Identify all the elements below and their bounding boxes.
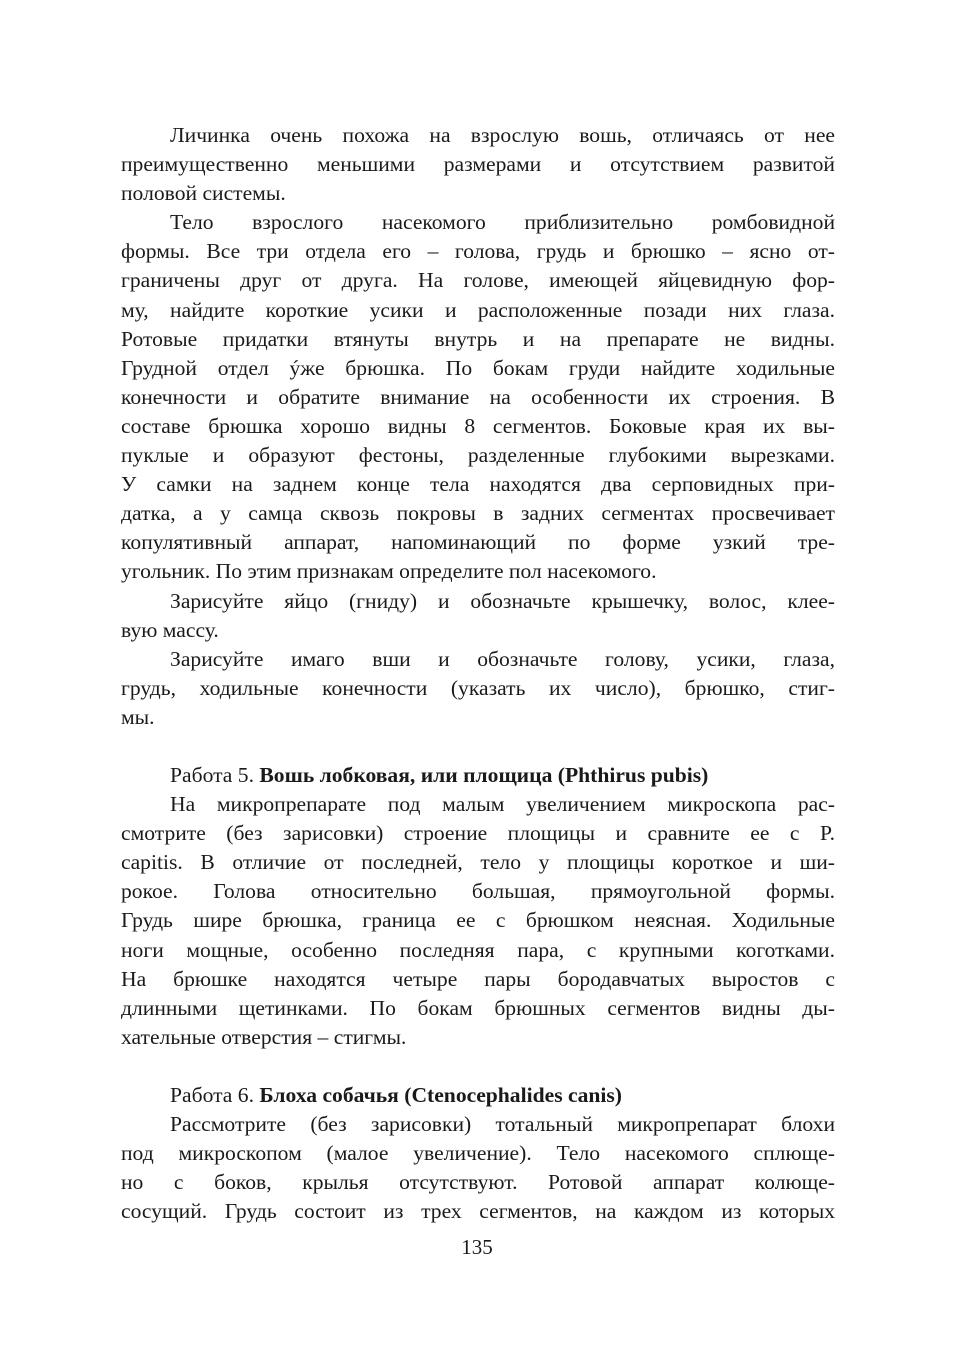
paragraph-draw-egg — [121, 587, 835, 645]
text-line: Грудной отдел ýже брюшка. По бокам груди найдите ходильные — [121, 355, 835, 380]
text-line: Зарисуйте яйцо (гниду) и обозначьте крышечку, волос, клее- — [170, 588, 835, 613]
text-line: длинными щетинками. По бокам брюшных сегментов видны ды- — [121, 995, 835, 1020]
text-line: Тело взрослого насекомого приблизительно ромбовидной — [170, 210, 835, 235]
paragraph-draw-imago — [121, 645, 835, 732]
section-gap — [121, 732, 835, 761]
text-line: конечности и обратите внимание на особенности их строения. В — [121, 384, 835, 409]
paragraph-larva — [121, 121, 835, 208]
page-number: 135 — [461, 1235, 493, 1259]
work-title: Вошь лобковая, или площица (Phthirus pubis) — [259, 762, 709, 787]
text-line: пуклые и образуют фестоны, разделенные глубокими вырезками. — [121, 443, 835, 468]
text-line: смотрите (без зарисовки) строение площицы и сравните ее с P. — [121, 821, 835, 846]
text-line: У самки на заднем конце тела находятся два серповидных при- — [121, 472, 835, 497]
text-line: половой системы. — [121, 181, 286, 206]
text-line: На брюшке находятся четыре пары бородавчатых выростов с — [121, 966, 835, 991]
paragraph-pubic-louse — [121, 790, 835, 1052]
text-line: capitis. В отличие от последней, тело у площицы короткое и ши- — [121, 850, 835, 875]
text-line: ноги мощные, особенно последняя пара, с крупными коготками. — [121, 937, 835, 962]
paragraph-dog-flea — [121, 1110, 835, 1226]
text-line: Рассмотрите (без зарисовки) тотальный микропрепарат блохи — [170, 1112, 835, 1136]
work-number: Работа 5. — [170, 762, 254, 787]
text-line: граничены друг от друга. На голове, имеющей яйцевидную фор- — [121, 268, 835, 293]
text-line: Зарисуйте имаго вши и обозначьте голову, усики, глаза, — [170, 646, 835, 671]
text-line: му, найдите короткие усики и расположенные позади них глаза. — [121, 297, 835, 322]
text-line: На микропрепарате под малым увеличением микроскопа рас- — [170, 792, 835, 817]
paragraph-adult-body — [121, 208, 835, 586]
text-line: мы. — [121, 704, 155, 729]
text-line: Грудь шире брюшка, граница ее с брюшком неясная. Ходильные — [121, 908, 835, 933]
text-line: Личинка очень похожа на взрослую вошь, отличаясь от нее — [170, 123, 835, 147]
text-line: рокое. Голова относительно большая, прямоугольной формы. — [121, 879, 835, 904]
text-line: составе брюшка хорошо видны 8 сегментов. Боковые края их вы- — [121, 413, 835, 438]
text-line: грудь, ходильные конечности (указать их число), брюшко, стиг- — [121, 675, 835, 700]
section-gap — [121, 1052, 835, 1081]
text-line: вую массу. — [121, 617, 219, 642]
text-line: но с боков, крылья отсутствуют. Ротовой аппарат колюще- — [121, 1170, 835, 1195]
text-line: формы. Все три отдела его – голова, грудь и брюшко – ясно от- — [121, 239, 835, 264]
text-line: хательные отверстия – стигмы. — [121, 1024, 407, 1049]
work-title: Блоха собачья (Ctenocephalides canis) — [259, 1082, 622, 1107]
work-number: Работа 6. — [170, 1082, 254, 1107]
text-line: копулятивный аппарат, напоминающий по форме узкий тре- — [121, 530, 835, 555]
text-line: сосущий. Грудь состоит из трех сегментов, на каждом из которых — [121, 1199, 835, 1224]
page-text — [121, 121, 835, 1226]
text-line: Ротовые придатки втянуты внутрь и на препарате не видны. — [121, 326, 835, 351]
text-line: под микроскопом (малое увеличение). Тело насекомого сплюще- — [121, 1141, 835, 1166]
text-line: преимущественно меньшими размерами и отсутствием развитой — [121, 152, 835, 177]
text-line: угольник. По этим признакам определите пол насекомого. — [121, 559, 657, 584]
section-heading-work6 — [121, 1081, 835, 1110]
section-heading-work5 — [121, 761, 835, 790]
text-line: датка, а у самца сквозь покровы в задних сегментах просвечивает — [121, 501, 835, 526]
